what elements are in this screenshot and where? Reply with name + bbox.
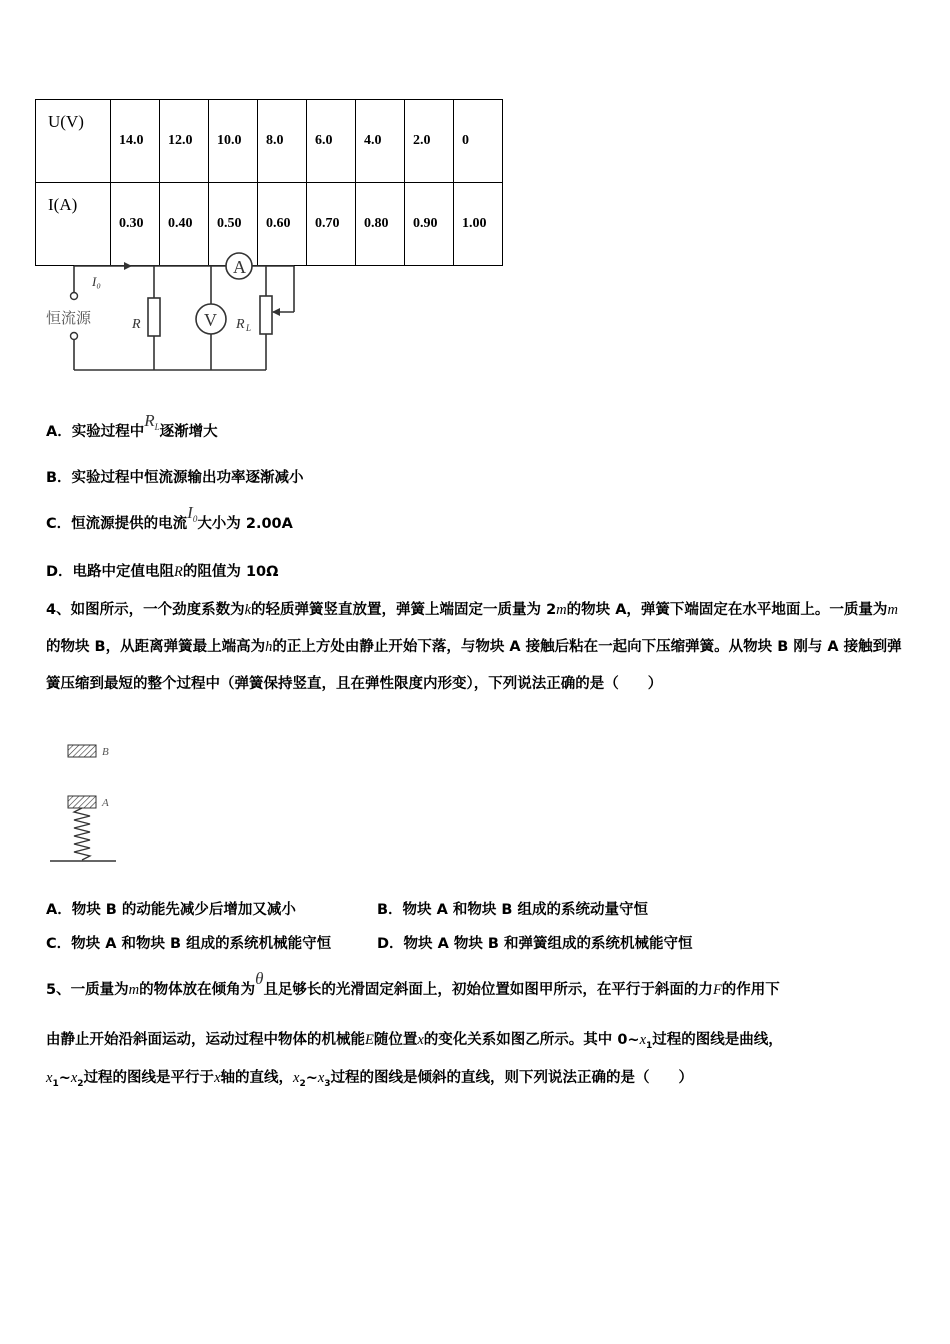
subscript: 2 bbox=[299, 1078, 306, 1089]
symbol-x: x bbox=[214, 1070, 221, 1086]
symbol-x2: x bbox=[293, 1070, 300, 1086]
symbol-r: R bbox=[174, 564, 183, 580]
table-cell: 8.0 bbox=[258, 100, 307, 183]
u-header: U(V) bbox=[36, 100, 111, 183]
text: 的作用下 bbox=[721, 982, 780, 998]
block-b bbox=[68, 745, 96, 757]
current-arrow-icon bbox=[124, 262, 132, 270]
table-cell: 0.30 bbox=[111, 183, 160, 266]
block-a-label: A bbox=[102, 797, 109, 809]
table-cell: 6.0 bbox=[307, 100, 356, 183]
text: 随位置 bbox=[373, 1032, 418, 1048]
table-cell: 0.70 bbox=[307, 183, 356, 266]
table-cell: 0.80 bbox=[356, 183, 405, 266]
r-label: R bbox=[132, 317, 141, 332]
subscript: 2 bbox=[77, 1078, 84, 1089]
symbol-e: E bbox=[365, 1032, 374, 1048]
table-cell: 2.0 bbox=[405, 100, 454, 183]
symbol-i0-sub: 0 bbox=[192, 514, 198, 524]
table-cell: 0 bbox=[454, 100, 503, 183]
q4-option-a: A．物块 B 的动能先减少后增加又减小 bbox=[46, 902, 296, 918]
subscript: 1 bbox=[646, 1040, 653, 1051]
terminal-icon bbox=[71, 333, 78, 340]
option-text: 的阻值为 10Ω bbox=[182, 564, 279, 580]
rl-label: R bbox=[236, 317, 245, 332]
option-text: C．恒流源提供的电流 bbox=[46, 516, 188, 532]
slider-arrow-icon bbox=[272, 308, 280, 316]
table-cell: 4.0 bbox=[356, 100, 405, 183]
symbol-x: x bbox=[417, 1032, 424, 1048]
symbol-k: k bbox=[244, 602, 252, 618]
q3-option-b: B．实验过程中恒流源输出功率逐渐减小 bbox=[46, 470, 304, 486]
block-a bbox=[68, 796, 96, 808]
text: 4、如图所示，一个劲度系数为 bbox=[46, 602, 245, 618]
table-cell: 1.00 bbox=[454, 183, 503, 266]
terminal-icon bbox=[71, 293, 78, 300]
rl-subscript: L bbox=[246, 323, 252, 333]
text: 的变化关系如图乙所示。其中 0~ bbox=[423, 1032, 640, 1048]
q5-line-1 bbox=[46, 969, 780, 999]
block-b-label: B bbox=[102, 746, 109, 758]
subscript: 1 bbox=[52, 1078, 59, 1089]
symbol-m: m bbox=[887, 602, 898, 618]
q5-line-3 bbox=[46, 1066, 693, 1089]
subscript: 3 bbox=[324, 1078, 331, 1089]
option-text: A．实验过程中 bbox=[46, 424, 145, 440]
text: 的物体放在倾角为 bbox=[139, 982, 256, 998]
q4-stem bbox=[46, 592, 906, 703]
symbol-x1: x bbox=[46, 1070, 53, 1086]
table-cell: 0.40 bbox=[160, 183, 209, 266]
q3-option-d bbox=[46, 560, 278, 581]
option-text: 大小为 2.00A bbox=[197, 516, 293, 532]
text: 5、一质量为 bbox=[46, 982, 129, 998]
q3-option-c bbox=[46, 503, 293, 533]
text: 过程的图线是曲线， bbox=[652, 1032, 783, 1048]
table-cell: 14.0 bbox=[111, 100, 160, 183]
current-label: I₀ bbox=[92, 274, 101, 289]
text: 的物块 A，弹簧下端固定在水平地面上。一质量为 bbox=[566, 602, 888, 618]
symbol-i0: I bbox=[187, 503, 193, 522]
text: 轴的直线， bbox=[220, 1070, 293, 1086]
spring-icon bbox=[74, 808, 90, 860]
ammeter-label: A bbox=[233, 257, 246, 277]
symbol-m: m bbox=[128, 982, 140, 998]
text: 由静止开始沿斜面运动，运动过程中物体的机械能 bbox=[46, 1032, 365, 1048]
symbol-x1: x bbox=[639, 1032, 647, 1048]
symbol-theta: θ bbox=[255, 969, 264, 988]
i-header: I(A) bbox=[36, 183, 111, 266]
table-cell: 10.0 bbox=[209, 100, 258, 183]
circuit-diagram bbox=[40, 248, 310, 378]
text: ~ bbox=[305, 1070, 318, 1086]
option-text: 逐渐增大 bbox=[159, 424, 218, 440]
q3-option-a bbox=[46, 411, 218, 441]
q5-line-2 bbox=[46, 1028, 783, 1051]
voltmeter-label: V bbox=[204, 310, 217, 330]
text: 过程的图线是倾斜的直线，则下列说法正确的是（ ） bbox=[330, 1070, 694, 1086]
text: 的物块 B，从距离弹簧最上端高为 bbox=[46, 639, 266, 655]
text: 的轻质弹簧竖直放置，弹簧上端固定一质量为 2 bbox=[251, 602, 557, 618]
symbol-x3: x bbox=[317, 1070, 325, 1086]
ui-data-table bbox=[35, 99, 503, 266]
q4-option-d: D．物块 A 物块 B 和弹簧组成的系统机械能守恒 bbox=[377, 936, 693, 952]
text: 过程的图线是平行于 bbox=[83, 1070, 215, 1086]
symbol-x2: x bbox=[70, 1070, 78, 1086]
table-cell: 0.60 bbox=[258, 183, 307, 266]
text: 且足够长的光滑固定斜面上，初始位置如图甲所示，在平行于斜面的力 bbox=[263, 982, 713, 998]
table-cell: 12.0 bbox=[160, 100, 209, 183]
symbol-rl: R bbox=[144, 411, 155, 430]
text: ~ bbox=[58, 1070, 71, 1086]
spring-figure bbox=[44, 740, 134, 870]
option-text: D．电路中定值电阻 bbox=[46, 564, 175, 580]
symbol-h: h bbox=[265, 639, 273, 655]
table-row bbox=[36, 100, 503, 183]
symbol-f: F bbox=[712, 982, 722, 998]
symbol-rl-sub: L bbox=[154, 422, 160, 432]
source-label: 恒流源 bbox=[46, 309, 92, 327]
q4-option-b: B．物块 A 和物块 B 组成的系统动量守恒 bbox=[377, 902, 649, 918]
symbol-m: m bbox=[556, 602, 567, 618]
table-cell: 0.50 bbox=[209, 183, 258, 266]
text: 的正上方处由静止开始下落，与物块 A 接触后粘在一起向下压缩弹簧。从物块 B 刚与 A 接触到弹簧压缩到最短的整个过程中（弹簧保持竖直，且在弹性限度内形变），下列说法正确的是（ ） bbox=[46, 639, 902, 692]
q4-option-c: C．物块 A 和物块 B 组成的系统机械能守恒 bbox=[46, 936, 332, 952]
table-cell: 0.90 bbox=[405, 183, 454, 266]
